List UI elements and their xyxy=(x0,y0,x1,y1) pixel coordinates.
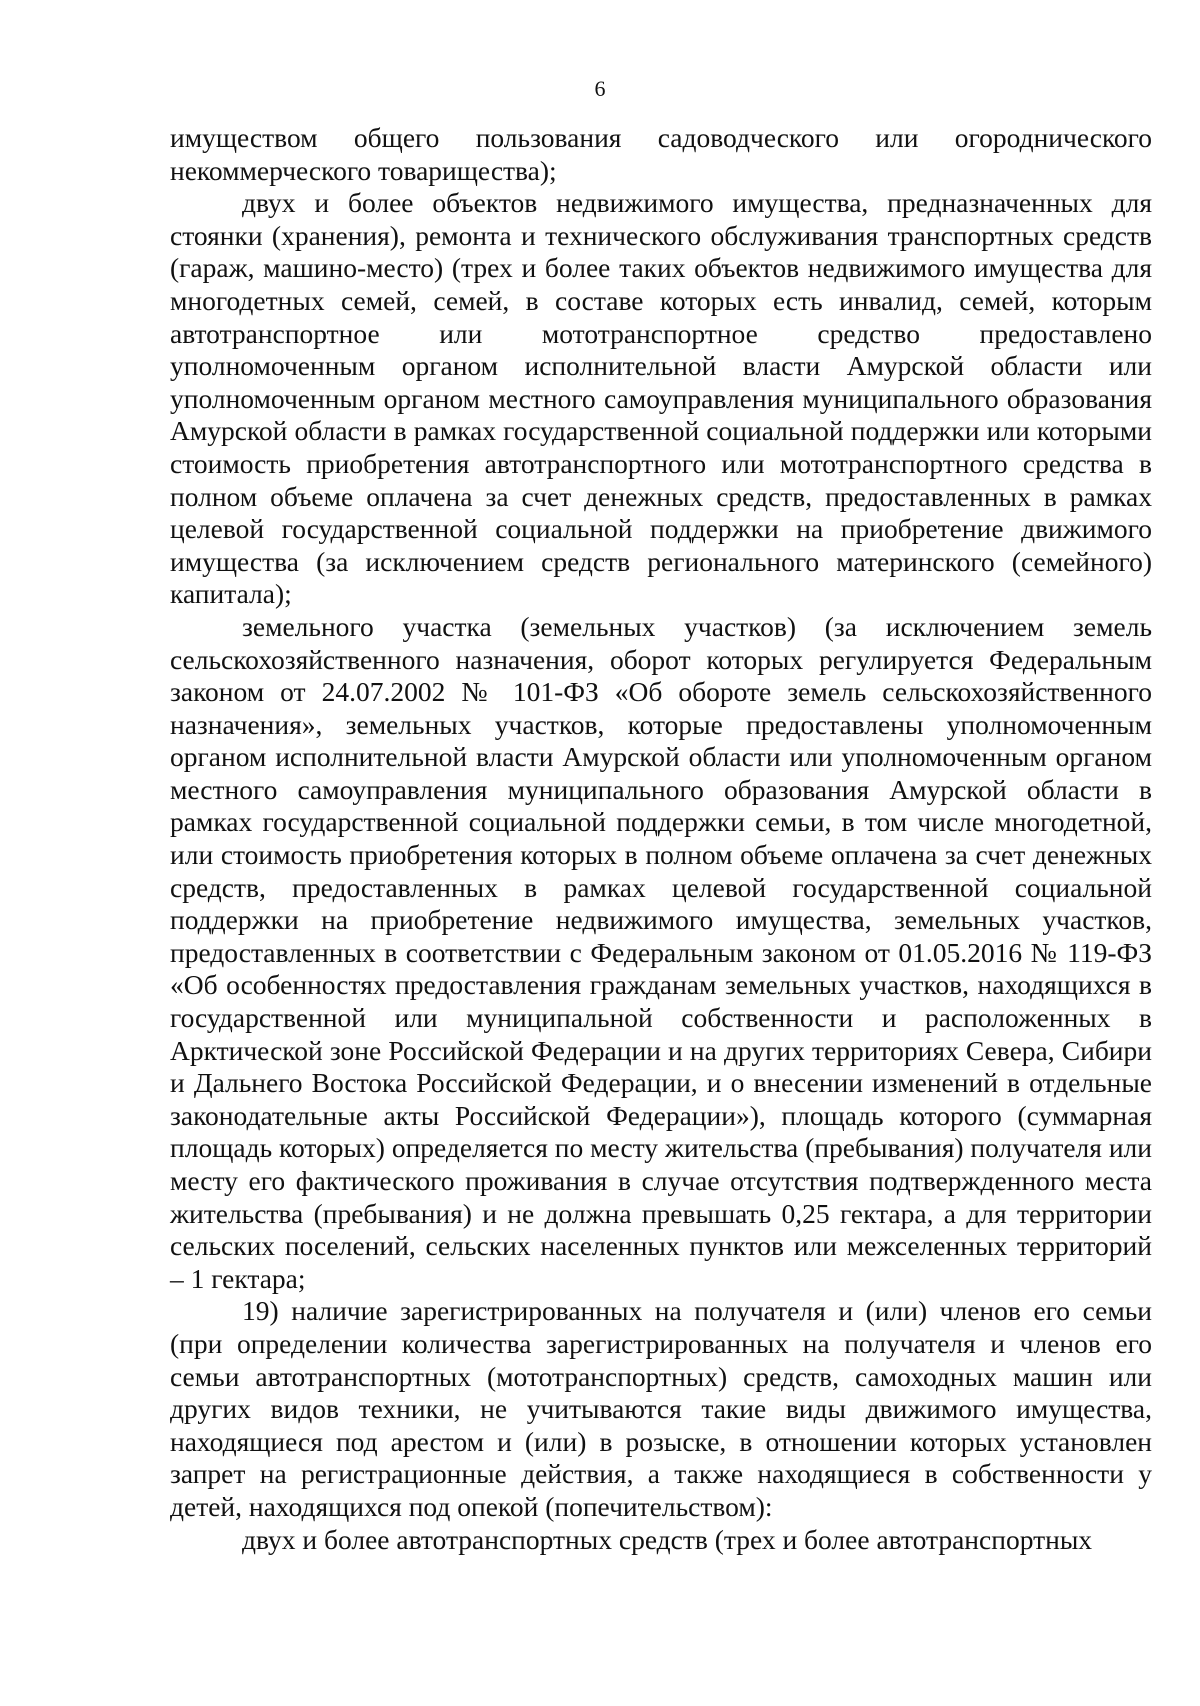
page-number: 6 xyxy=(594,76,606,101)
paragraph-parking-property: двух и более объектов недвижимого имущества, предназначенных для стоянки (хранения), ремонта и технического обслуживания транспортных средств (гараж, машино-место) (трех и более таких объектов недвижимого имущества для многодетных семей, семей, в составе которых есть инвалид, семей, которым автотранспортное или мототранспортное средство предоставлено уполномоченным органом исполнительной власти Амурской области или уполномоченным органом местного самоуправления муниципального образования Амурской области в рамках государственной социальной поддержки или которыми стоимость приобретения автотранспортного или мототранспортного средства в полном объеме оплачена за счет денежных средств, предоставленных в рамках целевой государственной социальной поддержки на приобретение движимого имущества (за исключением средств регионального материнского (семейного) капитала); xyxy=(170,187,1152,610)
paragraph-vehicles: двух и более автотранспортных средств (трех и более автотранспортных xyxy=(242,1523,1093,1555)
paragraph-land-plot: земельного участка (земельных участков) (за исключением земель сельскохозяйственного назначения, оборот которых регулируется Федеральным законом от 24.07.2002 № 101-ФЗ «Об обороте земель сельскохозяйственного назначения», земельных участков, которые предоставлены уполномоченным органом исполнительной власти Амурской области или уполномоченным органом местного самоуправления муниципального образования Амурской области в рамках государственной социальной поддержки семьи, в том числе многодетной, или стоимость приобретения которых в полном объеме оплачена за счет денежных средств, предоставленных в рамках целевой государственной социальной поддержки на приобретение недвижимого имущества, земельных участков, предоставленных в соответствии с Федеральным законом от 01.05.2016 № 119-ФЗ «Об особенностях предоставления гражданам земельных участков, находящихся в государственной или муниципальной собственности и расположенных в Арктической зоне Российской Федерации и на других территориях Севера, Сибири и Дальнего Востока Российской Федерации, и о внесении изменений в отдельные законодательные акты Российской Федерации»), площадь которого (суммарная площадь которых) определяется по месту жительства (пребывания) получателя или месту его фактического проживания в случае отсутствия подтвержденного места жительства (пребывания) и не должна превышать 0,25 гектара, а для территории сельских поселений, сельских населенных пунктов или межселенных территорий – 1 гектара; xyxy=(170,610,1152,1294)
paragraph-item-19: 19) наличие зарегистрированных на получателя и (или) членов его семьи (при определении количества зарегистрированных на получателя и членов его семьи автотранспортных (мототранспортных) средств, самоходных машин или других видов техники, не учитываются такие виды движимого имущества, находящиеся под арестом и (или) в розыске, в отношении которых установлен запрет на регистрационные действия, а также находящиеся в собственности у детей, находящихся под опекой (попечительством): xyxy=(170,1295,1152,1522)
document-body xyxy=(170,122,1152,1556)
paragraph-continuation: имуществом общего пользования садоводческого или огороднического некоммерческого товарищества); xyxy=(170,122,1152,186)
